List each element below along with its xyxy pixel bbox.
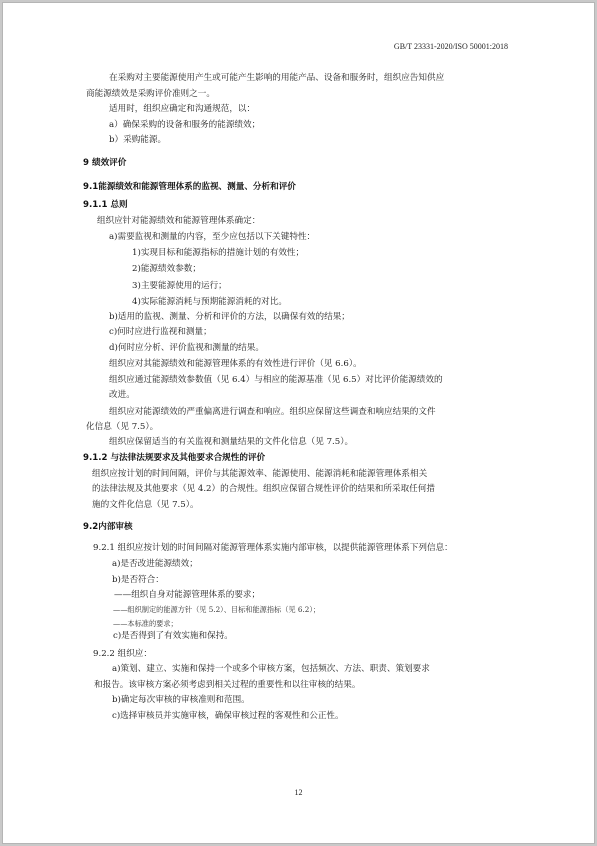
text-line: 3)主要能源使用的运行；: [132, 281, 227, 291]
text-line: d)何时应分析、评价监视和测量的结果。: [109, 343, 264, 353]
text-line: a)是否改进能源绩效；: [112, 559, 198, 569]
text-line: 组织应保留适当的有关监视和测量结果的文件化信息（见 7.5）。: [109, 437, 354, 447]
text-line: a)策划、建立、实施和保持一个或多个审核方案，包括频次、方法、职责、策划要求: [112, 664, 430, 674]
text-line: 2)能源绩效参数；: [132, 264, 201, 274]
text-line: b)确定每次审核的审核准则和范围。: [112, 695, 250, 705]
text-line: 改进。: [109, 390, 135, 400]
section-heading: 9.1.1 总则: [83, 200, 128, 210]
text-line: 施的文件化信息（见 7.5）。: [92, 500, 199, 510]
text-line: c)何时应进行监视和测量；: [109, 327, 212, 337]
text-line: a)需要监视和测量的内容，至少应包括以下关键特性：: [109, 232, 316, 242]
text-line: b)适用的监视、测量、分析和评价的方法，以确保有效的结果；: [109, 312, 350, 322]
text-line: 商能源绩效是采购评价准则之一。: [86, 89, 215, 99]
page-number: 12: [294, 788, 303, 797]
text-line: 1)实现目标和能源指标的措施计划的有效性；: [132, 248, 305, 258]
text-line: 组织应通过能源绩效参数值（见 6.4）与相应的能源基准（见 6.5）对比评价能源绩效的: [109, 375, 443, 385]
text-line: a）确保采购的设备和服务的能源绩效；: [109, 120, 261, 130]
section-heading: 9 绩效评价: [83, 158, 127, 168]
text-line: 化信息（见 7.5）。: [86, 422, 159, 432]
text-line: 组织应按计划的时间间隔，评价与其能源效率、能源使用、能源消耗和能源管理体系相关: [92, 469, 428, 479]
section-heading: 9.1.2 与法律法规要求及其他要求合规性的评价: [83, 453, 266, 463]
document-page: [2, 2, 595, 844]
text-line: c)是否得到了有效实施和保持。: [113, 631, 233, 641]
text-line: 4)实际能源消耗与预期能源消耗的对比。: [132, 297, 287, 307]
text-line: b)是否符合：: [112, 575, 164, 585]
text-line: 组织应对其能源绩效和能源管理体系的有效性进行评价（见 6.6）。: [109, 359, 362, 369]
standard-header: GB/T 23331-2020/ISO 50001:2018: [393, 42, 508, 51]
text-line: ——本标准的要求；: [113, 619, 178, 628]
text-line: 9.2.2 组织应：: [93, 649, 152, 659]
section-heading: 9.1能源绩效和能源管理体系的监视、测量、分析和评价: [83, 182, 296, 192]
text-line: 适用时，组织应确定和沟通规范，以：: [109, 104, 256, 114]
text-line: 在采购对主要能源使用产生或可能产生影响的用能产品、设备和服务时，组织应告知供应: [109, 73, 445, 83]
text-line: 组织应针对能源绩效和能源管理体系确定：: [97, 216, 261, 226]
text-line: ——组织制定的能源方针（见 5.2）、目标和能源指标（见 6.2）；: [113, 605, 321, 614]
text-line: c)选择审核员并实施审核，确保审核过程的客观性和公正性。: [112, 711, 344, 721]
text-line: 和报告。该审核方案必须考虑到相关过程的重要性和以往审核的结果。: [94, 680, 361, 690]
section-heading: 9.2内部审核: [83, 522, 133, 532]
text-line: 组织应对能源绩效的严重偏离进行调查和响应。组织应保留这些调查和响应结果的文件: [109, 407, 436, 417]
text-line: 的法律法规及其他要求（见 4.2）的合规性。组织应保留合规性评价的结果和所采取任何措: [92, 484, 435, 494]
text-line: 9.2.1 组织应按计划的时间间隔对能源管理体系实施内部审核，以提供能源管理体系下列信息：: [93, 543, 453, 553]
text-line: b）采购能源。: [109, 135, 167, 145]
text-line: ——组织自身对能源管理体系的要求；: [114, 590, 261, 600]
